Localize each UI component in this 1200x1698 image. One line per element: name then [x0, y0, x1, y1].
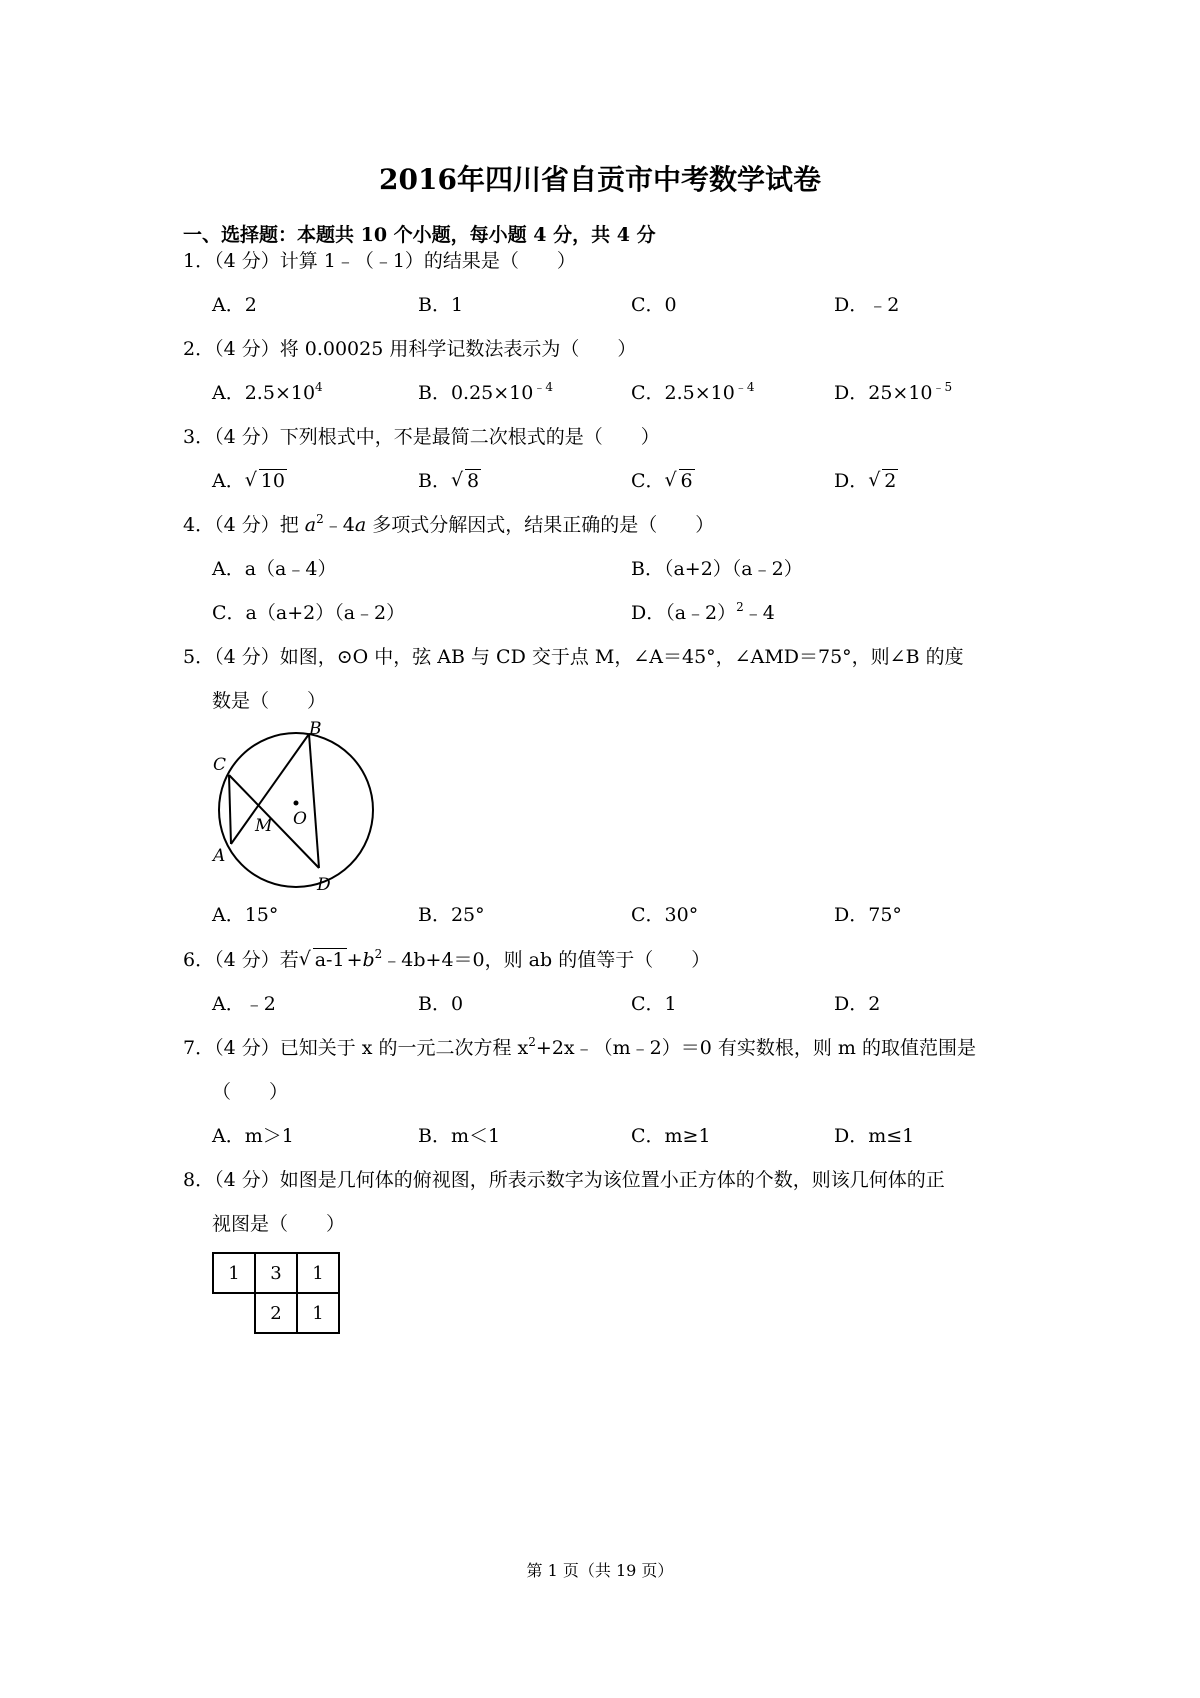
q6-option-d: D．2 [834, 993, 881, 1015]
exam-title: 2016年四川省自贡市中考数学试卷 [379, 163, 821, 196]
q7-option-b: B．m＜1 [418, 1125, 501, 1147]
q5-option-d: D．75° [834, 904, 902, 926]
q4-option-a: A．a（a﹣4） [212, 558, 337, 580]
q4-option-c: C．a（a+2）（a﹣2） [212, 602, 406, 624]
q2-option-d: D．$25\times 10^{﹣5}$ [834, 380, 953, 404]
question-3-stem: 3．（4 分）下列根式中，不是最简二次根式的是（ ） [183, 426, 660, 448]
grid-cell: 2 [255, 1293, 297, 1333]
question-2-stem: 2．（4 分）将 0.00025 用科学记数法表示为（ ） [183, 338, 637, 360]
label-o: O [293, 809, 307, 829]
question-8-stem-line2: 视图是（ ） [212, 1213, 346, 1235]
question-5-stem-line2: 数是（ ） [212, 690, 327, 712]
circle-chord-figure [205, 720, 385, 900]
q3-option-a: A．√ 10 [212, 466, 287, 493]
center-point [294, 801, 299, 806]
grid-cell: 3 [255, 1253, 297, 1293]
q4-option-b: B．（a+2）（a﹣2） [631, 558, 803, 580]
q7-option-c: C．m≥1 [631, 1125, 711, 1147]
radical-sign-icon: √ 2 [868, 470, 898, 492]
top-view-grid [212, 1252, 340, 1334]
q2-option-a: A．$2.5\times 10^4$ [212, 380, 323, 404]
label-c: C [213, 755, 227, 775]
grid-cell: 1 [297, 1253, 339, 1293]
radical-sign-icon: √ 10 [245, 470, 287, 492]
question-5-stem-line1: 5．（4 分）如图，⊙O 中，弦 AB 与 CD 交于点 M，∠A＝45°，∠AMD＝75°，则∠B 的度 [183, 646, 964, 668]
q3-option-c: C．√ 6 [631, 466, 695, 493]
q3-option-d: D．√ 2 [834, 466, 898, 493]
q1-option-a: A．2 [212, 294, 257, 316]
grid-cell-empty [213, 1293, 255, 1333]
page-footer: 第 1 页（共 19 页） [526, 1561, 674, 1580]
label-d: D [317, 875, 331, 895]
label-a: A [213, 846, 226, 866]
q1-option-b: B．1 [418, 294, 464, 316]
q5-option-c: C．30° [631, 904, 699, 926]
q7-option-a: A．m＞1 [212, 1125, 294, 1147]
question-7-stem-line1: 7．（4 分）已知关于 x 的一元二次方程 $x^2+2x﹣(m﹣2)=0$ 有实数根，则 m 的取值范围是 [183, 1035, 976, 1059]
question-7-stem-line2: （ ） [212, 1081, 289, 1103]
q5-option-a: A．15° [212, 904, 279, 926]
q6-option-b: B．0 [418, 993, 464, 1015]
chord-bd [309, 734, 319, 868]
question-1-stem: 1．（4 分）计算 1﹣（﹣1）的结果是（ ） [183, 250, 576, 272]
q2-option-c: C．$2.5\times 10^{﹣4}$ [631, 380, 755, 404]
q1-option-c: C．0 [631, 294, 677, 316]
radical-sign-icon: √ 8 [451, 470, 481, 492]
grid-cell: 1 [297, 1293, 339, 1333]
radical-sign-icon: √ a-1 [299, 949, 347, 971]
q7-option-d: D．m≤1 [834, 1125, 915, 1147]
section-heading: 一、选择题：本题共 10 个小题，每小题 4 分，共 4 分 [183, 224, 656, 246]
question-4-stem: 4．（4 分）把 $a^2﹣4a$ 多项式分解因式，结果正确的是（ ） [183, 512, 715, 536]
q5-option-b: B．25° [418, 904, 485, 926]
q4-option-d: D．（a﹣2）$^2$﹣4 [631, 600, 775, 624]
question-8-stem-line1: 8．（4 分）如图是几何体的俯视图，所表示数字为该位置小正方体的个数，则该几何体的正 [183, 1169, 945, 1191]
grid-cell: 1 [213, 1253, 255, 1293]
q1-option-d: D．﹣2 [834, 294, 900, 316]
q6-option-c: C．1 [631, 993, 677, 1015]
label-b: B [309, 720, 322, 739]
question-6-stem: 6．（4 分）若√ $a-1 +b^2﹣4b+4=0$，则 ab 的值等于（ ） [183, 945, 710, 972]
q3-option-b: B．√ 8 [418, 466, 481, 493]
chord-ca [229, 775, 231, 844]
radical-sign-icon: √ 6 [665, 470, 695, 492]
label-m: M [255, 816, 273, 836]
q6-option-a: A．﹣2 [212, 993, 276, 1015]
q2-option-b: B．$0.25\times 10^{﹣4}$ [418, 380, 554, 404]
